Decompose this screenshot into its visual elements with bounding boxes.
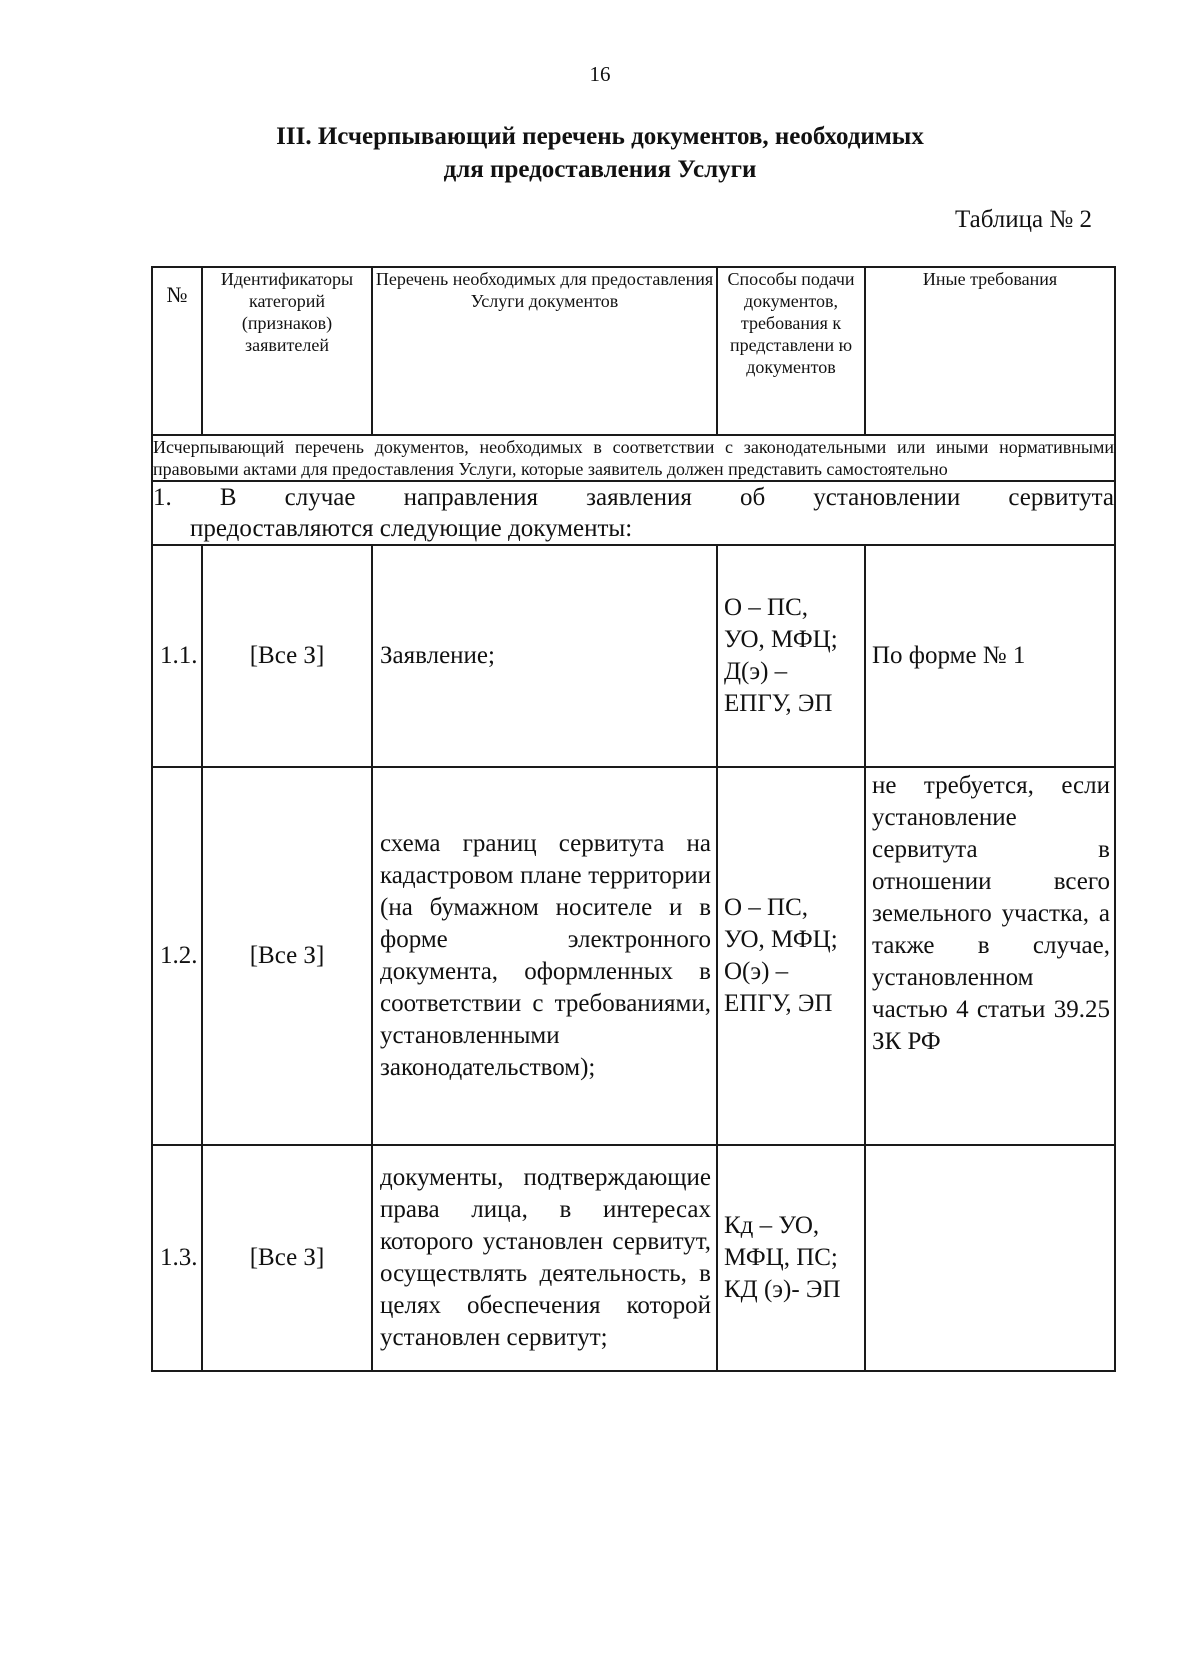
page-number: 16 — [589, 62, 611, 86]
header-identifiers: Идентификаторы категорий (признаков) заявителей — [202, 267, 372, 435]
row-method-line: ЕПГУ, ЭП — [724, 690, 833, 717]
row-method-line: О – ПС, — [724, 594, 809, 621]
row-document: схема границ сервитута на кадастровом плане территории (на бумажном носителе и в форме электронного документа, оформленных в соответствии с требованиями, установленными законодательством); — [372, 767, 717, 1145]
row-requirement: не требуется, если установление сервитута в отношении всего земельного участка, а также в случае, установленном частью 4 статьи 39.25 ЗК РФ — [865, 767, 1115, 1145]
row-document: Заявление; — [372, 545, 717, 767]
row-method-line: Д(э) – — [724, 658, 788, 685]
row-category: [Все З] — [202, 1145, 372, 1371]
row-method-line: Кд – УО, — [724, 1212, 820, 1239]
table-label: Таблица № 2 — [954, 206, 1092, 233]
section-title-line-1: III. Исчерпывающий перечень документов, необходимых — [276, 123, 924, 150]
row-method-line: МФЦ, ПС; — [724, 1244, 838, 1271]
row-number: 1.1. — [152, 545, 202, 767]
exhaustive-note-row — [152, 435, 1115, 481]
row-method-line: О – ПС, — [724, 894, 809, 921]
table-row — [152, 1145, 1115, 1371]
row-document: документы, подтверждающие права лица, в интересах которого установлен сервитут, осуществлять деятельность, в целях обеспечения которой установлен сервитут; — [372, 1145, 717, 1371]
table-header-row — [152, 267, 1115, 435]
header-num: № — [152, 267, 202, 435]
row-method-line: О(э) – — [724, 958, 789, 985]
row-method-line: КД (э)- ЭП — [724, 1276, 841, 1303]
section-title — [0, 120, 1200, 186]
row-category: [Все З] — [202, 767, 372, 1145]
table-row — [152, 545, 1115, 767]
row-method-line: УО, МФЦ; — [724, 926, 838, 953]
row-method — [717, 767, 865, 1145]
row-method-line: УО, МФЦ; — [724, 626, 838, 653]
row-number: 1.2. — [152, 767, 202, 1145]
row-requirement: По форме № 1 — [865, 545, 1115, 767]
subhead-row — [152, 481, 1115, 545]
header-other-requirements: Иные требования — [865, 267, 1115, 435]
row-number: 1.3. — [152, 1145, 202, 1371]
subhead-line-2: предоставляются следующие документы: — [190, 515, 633, 542]
subhead — [152, 481, 1115, 545]
exhaustive-note: Исчерпывающий перечень документов, необходимых в соответствии с законодательными или иными нормативными правовыми актами для предоставления Услуги, которые заявитель должен представить самостоятельно — [153, 437, 1114, 479]
header-methods: Способы подачи документов, требования к представлени ю документов — [717, 267, 865, 435]
subhead-line-1: 1. В случае направления заявления об установлении сервитута — [153, 484, 1114, 511]
table-row — [152, 767, 1115, 1145]
row-requirement — [865, 1145, 1115, 1371]
section-title-line-2: для предоставления Услуги — [443, 156, 757, 183]
row-method — [717, 545, 865, 767]
row-method-line: ЕПГУ, ЭП — [724, 990, 833, 1017]
row-method — [717, 1145, 865, 1371]
documents-table — [151, 266, 1116, 1372]
header-documents: Перечень необходимых для предоставления Услуги документов — [372, 267, 717, 435]
row-category: [Все З] — [202, 545, 372, 767]
